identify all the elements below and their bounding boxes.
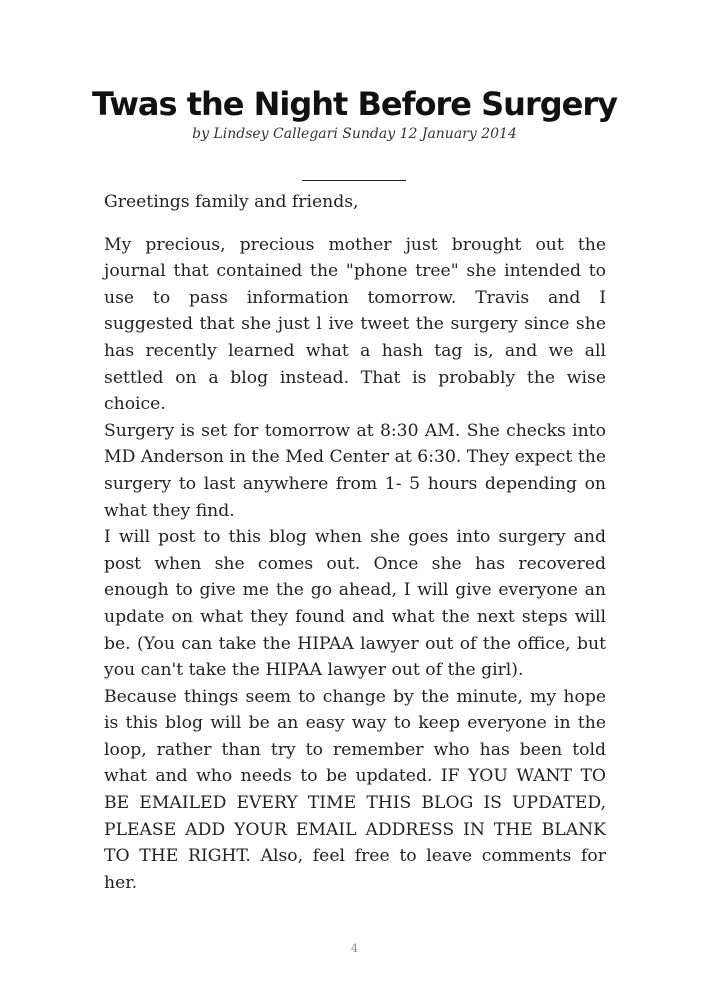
page-title: Twas the Night Before Surgery [92,85,617,123]
paragraph-intro: My precious, precious mother just brought out the journal that contained the "phone tree" she intended to use to pass information tomorrow. Travis and I suggested that she just l ive tweet the surgery since she has recently learned what a hash tag is, and we all settled on a blog instead. That is probably the wise choice. [104,234,606,415]
paragraph-updates: I will post to this blog when she goes into surgery and post when she comes out. Once she has recovered enough to give me the go ahead, I will give everyone an update on what they found and what the next steps will be. (You can take the HIPAA lawyer out of the office, but you can't take the HIPAA lawyer out of the girl). [104,527,606,681]
paragraph-subscribe: Because things seem to change by the minute, my hope is this blog will be an easy way to keep everyone in the loop, rather than try to remember who has been told what and who needs to be updated. IF YOU WANT TO BE EMAILED EVERY TIME THIS BLOG IS UPDATED, PLEASE ADD YOUR EMAIL ADDRESS IN THE BLANK TO THE RIGHT. Also, feel free to leave comments for her. [104,686,606,893]
greeting-line: Greetings family and friends, [104,192,359,212]
article-body [104,189,606,896]
page-number: 4 [351,942,358,955]
byline: by Lindsey Callegari Sunday 12 January 2014 [192,126,517,142]
paragraph-schedule: Surgery is set for tomorrow at 8:30 AM. She checks into MD Anderson in the Med Center at 6:30. They expect the surgery to last anywhere from 1- 5 hours depending on what they find. [104,420,606,521]
divider-rule [302,180,406,181]
